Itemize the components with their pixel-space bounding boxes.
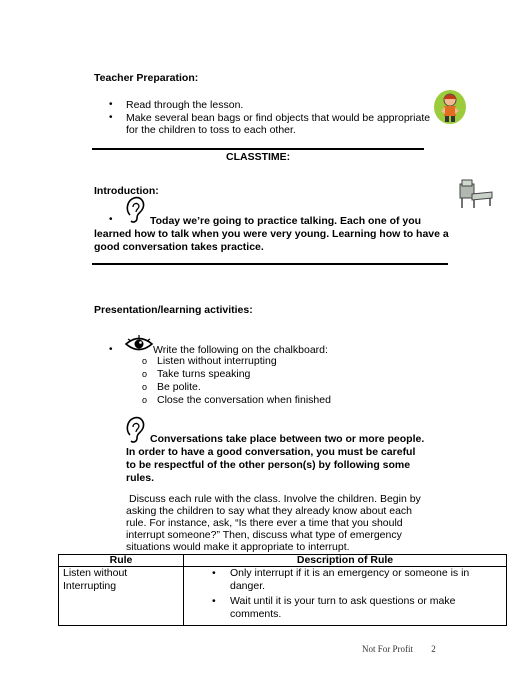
bold-line1: Conversations take place between two or more people. bbox=[150, 433, 425, 445]
intro-line2: learned how to talk when you were very young. Learning how to have a bbox=[94, 228, 449, 240]
prep-item-2-line2: for the children to toss to each other. bbox=[126, 124, 296, 136]
ear-icon bbox=[124, 415, 146, 445]
bullet: • bbox=[109, 112, 113, 123]
desc-line: danger. bbox=[230, 580, 266, 592]
intro-line3: good conversation takes practice. bbox=[94, 241, 264, 253]
table-row bbox=[59, 567, 507, 626]
bullet: • bbox=[109, 344, 113, 355]
presentation-heading: Presentation/learning activities: bbox=[94, 304, 253, 316]
para-line4: interrupt someone?” Then, discuss what type of emergency bbox=[126, 529, 402, 541]
divider bbox=[92, 263, 448, 265]
intro-heading: Introduction: bbox=[94, 185, 159, 197]
table-header-row bbox=[59, 555, 507, 567]
intro-line1: Today we’re going to practice talking. Each one of you bbox=[150, 215, 422, 227]
bullet: • bbox=[109, 214, 113, 225]
para-line1: Discuss each rule with the class. Involve the children. Begin by bbox=[129, 493, 421, 505]
para-line5: situations would make it appropriate to interrupt. bbox=[126, 541, 350, 553]
divider bbox=[92, 148, 424, 150]
ear-icon bbox=[124, 195, 146, 225]
para-line2: asking the children to say what they already know about each bbox=[126, 505, 413, 517]
footer-text: Not For Profit bbox=[362, 644, 414, 654]
chalk-item: Close the conversation when finished bbox=[157, 394, 331, 406]
eye-icon bbox=[124, 335, 154, 353]
desc-line: Wait until it is your turn to ask questions or make bbox=[230, 595, 456, 607]
bold-line4: rules. bbox=[126, 472, 155, 484]
prep-item-2-line1: Make several bean bags or find objects that would be appropriate bbox=[126, 112, 431, 124]
bold-line2: In order to have a good conversation, you must be careful bbox=[126, 446, 416, 458]
write-intro: Write the following on the chalkboard: bbox=[153, 344, 328, 356]
page-number: 2 bbox=[431, 644, 436, 654]
prep-item-1: Read through the lesson. bbox=[126, 99, 244, 111]
chalk-item: Take turns speaking bbox=[157, 368, 251, 380]
bullet: • bbox=[212, 567, 216, 579]
circle-bullet: o bbox=[142, 369, 148, 379]
footer bbox=[362, 644, 436, 654]
desc-line: Only interrupt if it is an emergency or someone is in bbox=[230, 567, 470, 579]
chalk-item: Listen without interrupting bbox=[157, 355, 277, 367]
rules-table bbox=[58, 554, 507, 626]
description-item bbox=[188, 567, 502, 593]
rule-name-line2: Interrupting bbox=[63, 580, 117, 592]
bullet: • bbox=[212, 595, 216, 607]
circle-bullet: o bbox=[142, 382, 148, 392]
chalk-item: Be polite. bbox=[157, 381, 201, 393]
classroom-desk-icon bbox=[458, 178, 496, 210]
description-cell bbox=[184, 567, 507, 626]
person-icon bbox=[433, 87, 467, 125]
para-line3: rule. For instance, ask, “Is there ever a time that you should bbox=[126, 517, 403, 529]
classtime-heading: CLASSTIME: bbox=[226, 151, 291, 163]
bullet: • bbox=[109, 99, 113, 110]
circle-bullet: o bbox=[142, 356, 148, 366]
bold-line3: to be respectful of the other person(s) by following some bbox=[126, 459, 411, 471]
desc-line: comments. bbox=[230, 608, 282, 620]
prep-heading: Teacher Preparation: bbox=[94, 72, 199, 84]
description-item bbox=[188, 595, 502, 621]
col-header-rule: Rule bbox=[59, 555, 184, 567]
rule-name-line1: Listen without bbox=[63, 567, 128, 579]
rule-cell bbox=[59, 567, 184, 626]
circle-bullet: o bbox=[142, 395, 148, 405]
col-header-description: Description of Rule bbox=[184, 555, 507, 567]
